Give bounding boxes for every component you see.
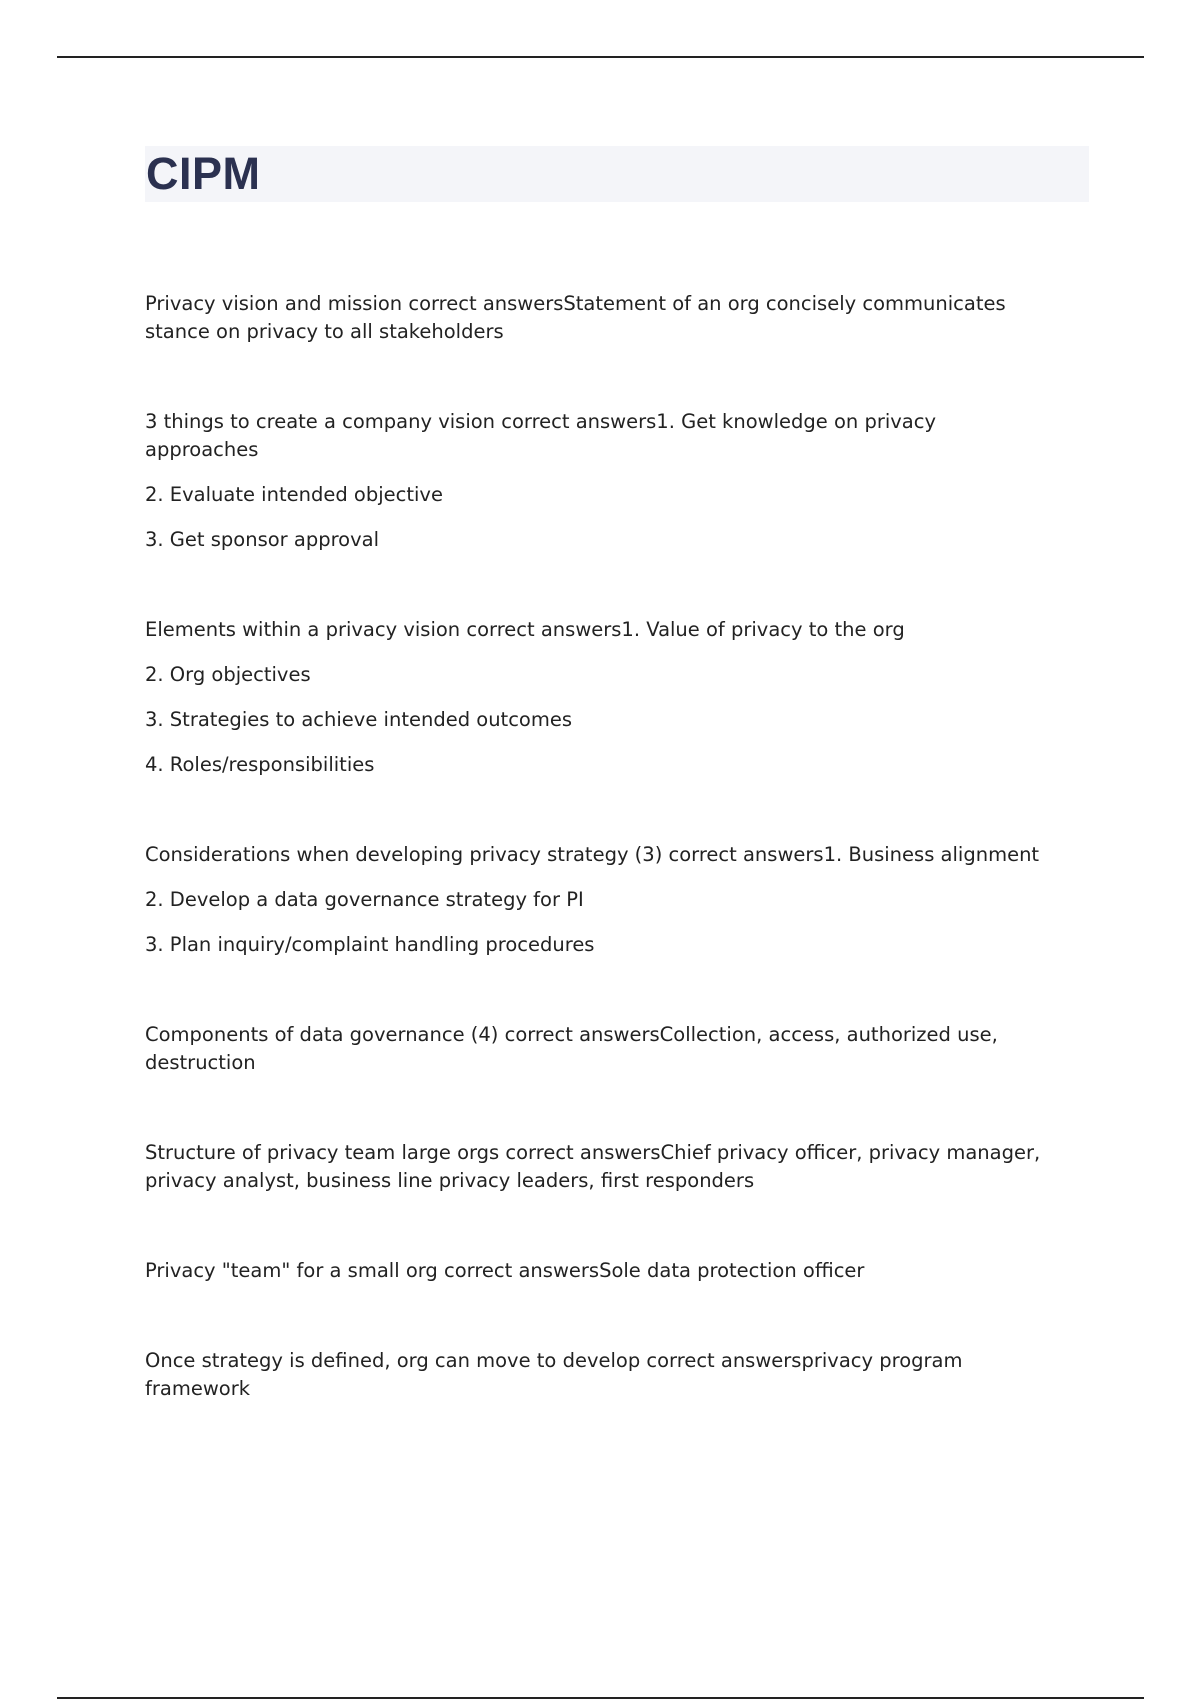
- entry-list-item: 2. Develop a data governance strategy for PI: [145, 888, 584, 911]
- bottom-rule: [57, 1697, 1144, 1699]
- document-body: [145, 290, 1045, 1465]
- entry-text: 3 things to create a company vision correct answers1. Get knowledge on privacy approaches: [145, 410, 937, 461]
- qa-entry: [145, 616, 1045, 779]
- title-banner: [145, 146, 1089, 202]
- entry-text: Once strategy is defined, org can move to develop correct answersprivacy program framework: [145, 1349, 963, 1400]
- entry-list-item: 2. Evaluate intended objective: [145, 483, 443, 506]
- entry-text: Privacy "team" for a small org correct answersSole data protection officer: [145, 1259, 865, 1282]
- document-title: CIPM: [146, 148, 261, 199]
- entry-text: Considerations when developing privacy strategy (3) correct answers1. Business alignment: [145, 843, 1040, 866]
- entry-list-item: 2. Org objectives: [145, 663, 311, 686]
- qa-entry: [145, 1347, 1045, 1403]
- entry-list-item: 3. Strategies to achieve intended outcomes: [145, 708, 573, 731]
- qa-entry: [145, 290, 1045, 346]
- qa-entry: [145, 408, 1045, 554]
- qa-entry: [145, 1257, 1045, 1285]
- qa-entry: [145, 1021, 1045, 1077]
- entry-text: Components of data governance (4) correct answersCollection, access, authorized use, destruction: [145, 1023, 998, 1074]
- entry-list-item: 3. Get sponsor approval: [145, 528, 380, 551]
- entry-text: Elements within a privacy vision correct answers1. Value of privacy to the org: [145, 618, 905, 641]
- entry-text: Privacy vision and mission correct answersStatement of an org concisely communicates stance on privacy to all stakeholders: [145, 292, 1006, 343]
- qa-entry: [145, 1139, 1045, 1195]
- entry-list-item: 4. Roles/responsibilities: [145, 753, 375, 776]
- qa-entry: [145, 841, 1045, 959]
- entry-list-item: 3. Plan inquiry/complaint handling procedures: [145, 933, 595, 956]
- top-rule: [57, 56, 1144, 58]
- entry-text: Structure of privacy team large orgs correct answersChief privacy officer, privacy manager, privacy analyst, business line privacy leaders, first responders: [145, 1141, 1041, 1192]
